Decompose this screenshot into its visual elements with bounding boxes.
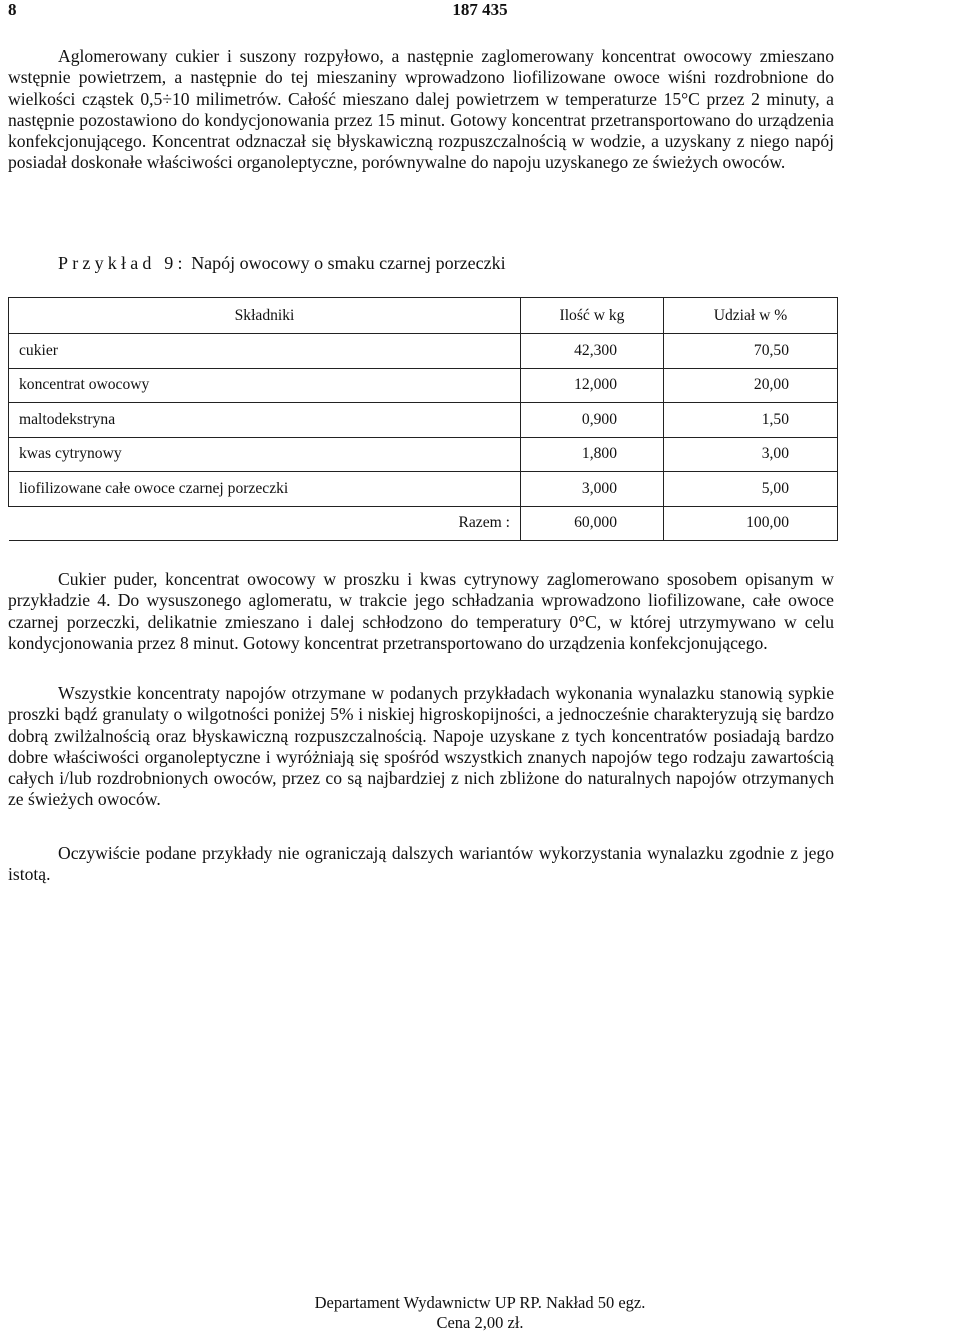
ingredient-quantity: 12,000 <box>521 368 664 403</box>
ingredients-table <box>8 297 838 541</box>
total-share: 100,00 <box>664 506 838 541</box>
table-row <box>9 472 838 507</box>
paragraph-4-text: Oczywiście podane przykłady nie ograniczają dalszych wariantów wykorzystania wynalazku zgodnie z jego istotą. <box>8 843 834 885</box>
ingredient-share: 5,00 <box>664 472 838 507</box>
ingredient-name: maltodekstryna <box>9 403 521 438</box>
paragraph-2 <box>8 569 834 654</box>
ingredient-quantity: 3,000 <box>521 472 664 507</box>
ingredient-share: 20,00 <box>664 368 838 403</box>
footer-publisher: Departament Wydawnictw UP RP. Nakład 50 egz. <box>314 1293 646 1312</box>
paragraph-1 <box>8 46 834 174</box>
table-header-share: Udział w % <box>664 298 838 334</box>
ingredient-name: kwas cytrynowy <box>9 437 521 472</box>
total-quantity: 60,000 <box>521 506 664 541</box>
table-row <box>9 403 838 438</box>
ingredient-quantity: 42,300 <box>521 334 664 369</box>
ingredient-name: cukier <box>9 334 521 369</box>
footer-price: Cena 2,00 zł. <box>436 1313 524 1332</box>
table-header-quantity: Ilość w kg <box>521 298 664 334</box>
example-title: Napój owocowy o smaku czarnej porzeczki <box>191 253 506 273</box>
patent-number: 187 435 <box>452 0 508 19</box>
ingredient-name: koncentrat owocowy <box>9 368 521 403</box>
example-heading <box>58 253 506 274</box>
paragraph-2-text: Cukier puder, koncentrat owocowy w proszku i kwas cytrynowy zaglomerowano sposobem opisanym w przykładzie 4. Do wysuszonego aglomeratu, w trakcie jego schładzania wprowadzono liofilizowane, całe owoce czarnej porzeczki, delikatnie zmieszano i dalej schłodzono do temperatury 0°C, w której utrzymywano w celu kondycjonowania przez 8 minut. Gotowy koncentrat przetransportowano do urządzenia konfekcjonującego. <box>8 569 834 653</box>
table-row <box>9 334 838 369</box>
paragraph-3 <box>8 683 834 811</box>
ingredient-share: 3,00 <box>664 437 838 472</box>
total-label: Razem : <box>9 506 521 541</box>
table-row <box>9 368 838 403</box>
table-row <box>9 437 838 472</box>
ingredient-share: 1,50 <box>664 403 838 438</box>
table-header-ingredients: Składniki <box>9 298 521 334</box>
ingredient-share: 70,50 <box>664 334 838 369</box>
table-total-row <box>9 506 838 541</box>
ingredient-name: liofilizowane całe owoce czarnej porzeczki <box>9 472 521 507</box>
page-number: 8 <box>8 0 17 19</box>
page-header <box>8 0 952 26</box>
paragraph-4 <box>8 843 834 886</box>
ingredient-quantity: 1,800 <box>521 437 664 472</box>
table-header-row <box>9 298 838 334</box>
paragraph-3-text: Wszystkie koncentraty napojów otrzymane w podanych przykładach wykonania wynalazku stanowią sypkie proszki bądź granulaty o wilgotności poniżej 5% i niskiej higroskopijności, a jednocześnie charakteryzują się bardzo dobrą zwilżalnością oraz błyskawiczną rozpuszczalnością. Napoje uzyskane z tych koncentratów posiadają bardzo dobre właściwości organoleptyczne i wyróżniają się spośród wszystkich znanych napojów tego rodzaju zawartością całych i/lub rozdrobnionych owoców, przez co są najbardziej z nich zbliżone do naturalnych napojów otrzymanych ze świeżych owoców. <box>8 683 834 810</box>
example-label: Przykład 9: <box>58 253 187 273</box>
paragraph-1-text: Aglomerowany cukier i suszony rozpyłowo, a następnie zaglomerowany koncentrat owocowy zmieszano wstępnie powietrzem, a następnie do tej mieszaniny wprowadzono liofilizowane owoce wiśni rozdrobnione do wielkości cząstek 0,5÷10 milimetrów. Całość mieszano dalej powietrzem w temperaturze 15°C przez 2 minuty, a następnie pozostawiono do kondycjonowania przez 15 minut. Gotowy koncentrat przetransportowano do urządzenia konfekcjonującego. Koncentrat odznaczał się błyskawiczną rozpuszczalnością w wodzie, a uzyskany z niego napój posiadał doskonałe właściwości organoleptyczne, porównywalne do napoju uzyskanego ze świeżych owoców. <box>8 46 834 173</box>
ingredient-quantity: 0,900 <box>521 403 664 438</box>
